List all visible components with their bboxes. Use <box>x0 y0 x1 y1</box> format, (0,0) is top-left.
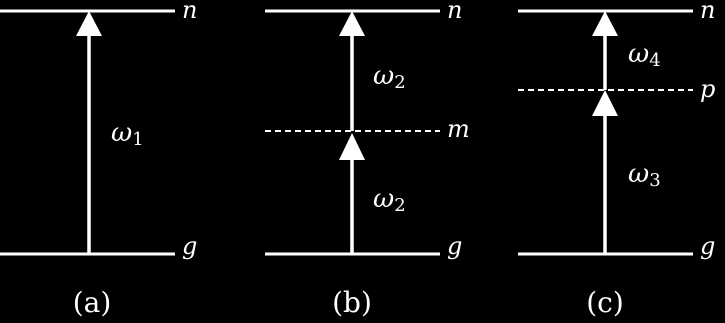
lower-frequency-symbol-c: ω <box>628 159 650 189</box>
lower-frequency-subscript-c: 3 <box>649 170 661 191</box>
virtual-level-label-c: p <box>700 75 716 103</box>
panel-caption-b: (b) <box>332 286 372 319</box>
frequency-subscript-a: 1 <box>132 129 144 150</box>
panel-caption-a: (a) <box>72 286 112 319</box>
ground-level-label-c: g <box>700 232 716 260</box>
upper-level-label-b: n <box>447 0 463 24</box>
upper-frequency-subscript-c: 4 <box>649 50 661 71</box>
upper-frequency-symbol-b: ω <box>373 61 395 91</box>
upper-frequency-symbol-c: ω <box>628 39 650 69</box>
upper-frequency-subscript-b: 2 <box>394 72 406 93</box>
ground-level-label-a: g <box>182 232 198 260</box>
upper-level-label-c: n <box>700 0 716 24</box>
lower-frequency-symbol-b: ω <box>373 184 395 214</box>
lower-frequency-subscript-b: 2 <box>394 195 406 216</box>
ground-level-label-b: g <box>447 232 463 260</box>
upper-level-label-a: n <box>182 0 198 24</box>
panel-caption-c: (c) <box>586 286 624 319</box>
frequency-symbol-a: ω <box>111 118 133 148</box>
virtual-level-label-b: m <box>447 115 470 143</box>
